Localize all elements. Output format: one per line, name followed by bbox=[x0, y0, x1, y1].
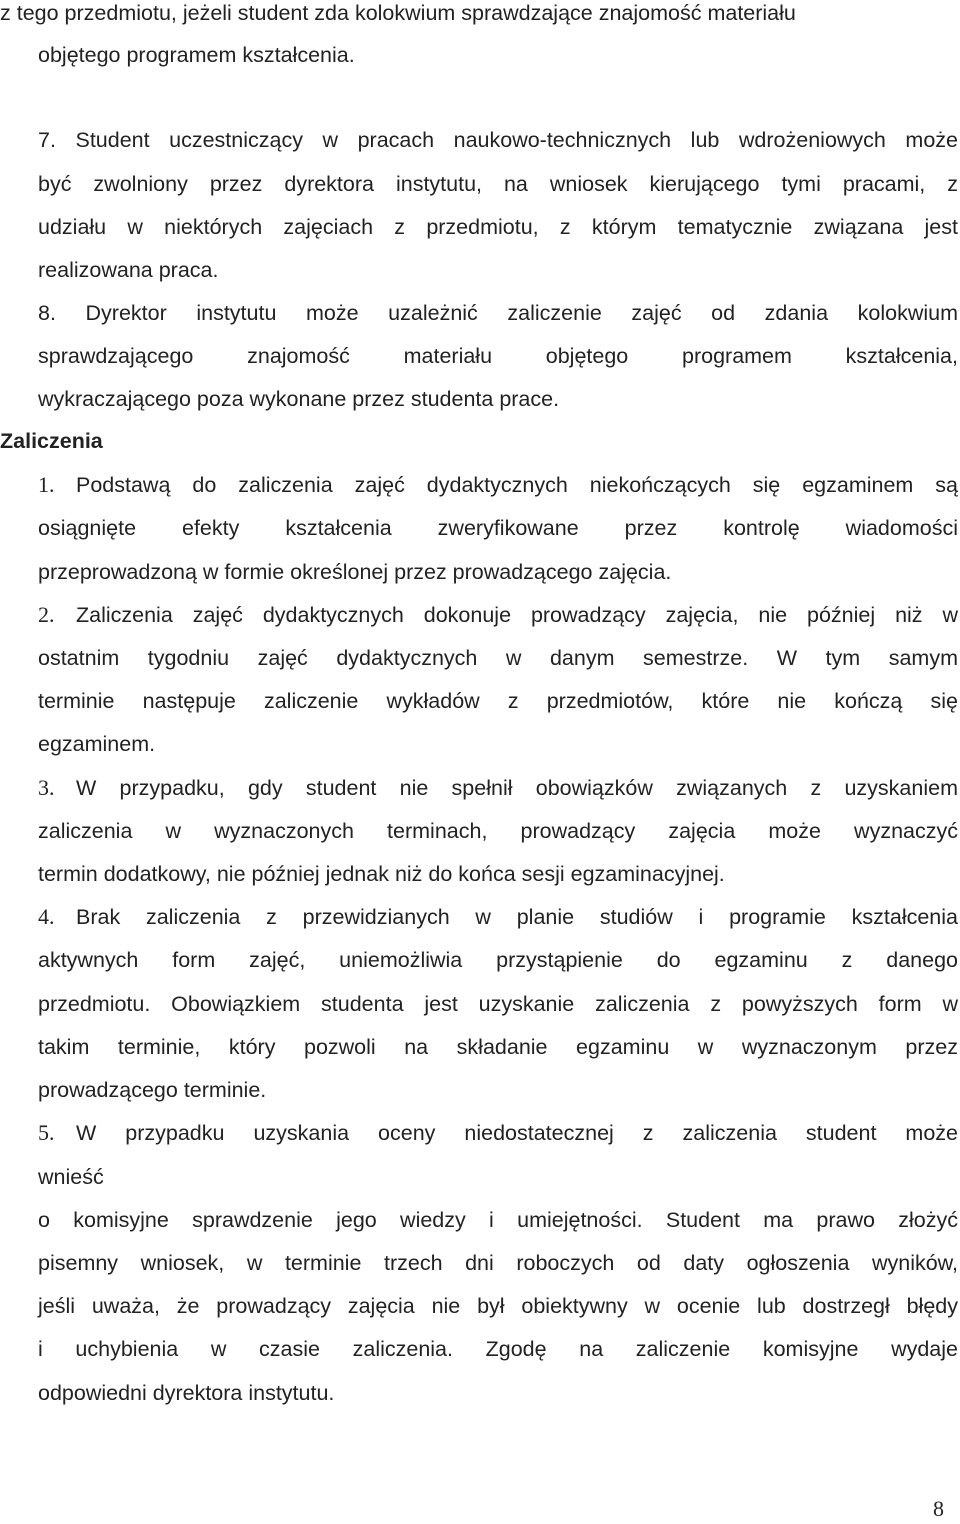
list-number: 5. bbox=[38, 1120, 55, 1145]
list-number: 3. bbox=[38, 775, 55, 800]
list-number: 2. bbox=[38, 602, 55, 627]
text-line: W przypadku uzyskania oceny niedostatecznej z zaliczenia student może bbox=[76, 1121, 958, 1145]
text-line: takim terminie, który pozwoli na składanie egzaminu w wyznaczonym przez bbox=[38, 1035, 958, 1059]
text-line: Zaliczenia zajęć dydaktycznych dokonuje prowadzący zajęcia, nie później niż w bbox=[76, 603, 958, 627]
text-line: udziału w niektórych zajęciach z przedmiotu, z którym tematycznie związana jest bbox=[38, 215, 958, 239]
text-line: wnieść bbox=[38, 1165, 104, 1189]
text-line: zaliczenia w wyznaczonych terminach, prowadzący zajęcia może wyznaczyć bbox=[38, 819, 958, 843]
text-line: odpowiedni dyrektora instytutu. bbox=[38, 1381, 335, 1405]
text-line: wykraczającego poza wykonane przez studenta prace. bbox=[38, 387, 560, 411]
text-line: jeśli uważa, że prowadzący zajęcia nie był obiektywny w ocenie lub dostrzegł błędy bbox=[38, 1294, 958, 1318]
text-line: objętego programem kształcenia. bbox=[38, 43, 355, 67]
text-line: ostatnim tygodniu zajęć dydaktycznych w danym semestrze. W tym samym bbox=[38, 646, 958, 670]
text-line: Brak zaliczenia z przewidzianych w planie studiów i programie kształcenia bbox=[76, 905, 958, 929]
text-line: przedmiotu. Obowiązkiem studenta jest uzyskanie zaliczenia z powyższych form w bbox=[38, 992, 958, 1016]
text-line: sprawdzającego znajomość materiału objętego programem kształcenia, bbox=[38, 344, 958, 368]
text-line: i uchybienia w czasie zaliczenia. Zgodę na zaliczenie komisyjne wydaje bbox=[38, 1337, 958, 1361]
text-line: W przypadku, gdy student nie spełnił obowiązków związanych z uzyskaniem bbox=[76, 776, 958, 800]
text-line: 8. Dyrektor instytutu może uzależnić zaliczenie zajęć od zdania kolokwium bbox=[38, 301, 958, 325]
text-line: być zwolniony przez dyrektora instytutu, na wniosek kierującego tymi pracami, z bbox=[38, 172, 958, 196]
list-number: 4. bbox=[38, 904, 55, 929]
text-line: terminie następuje zaliczenie wykładów z przedmiotów, które nie kończą się bbox=[38, 689, 958, 713]
list-number: 1. bbox=[38, 472, 55, 497]
text-line: prowadzącego terminie. bbox=[38, 1078, 267, 1102]
text-line: egzaminem. bbox=[38, 732, 156, 756]
text-line: osiągnięte efekty kształcenia zweryfikowane przez kontrolę wiadomości bbox=[38, 516, 958, 540]
text-line: termin dodatkowy, nie później jednak niż do końca sesji egzaminacyjnej. bbox=[38, 862, 725, 886]
page-number: 8 bbox=[933, 1496, 944, 1521]
text-line: aktywnych form zajęć, uniemożliwia przystąpienie do egzaminu z danego bbox=[38, 948, 958, 972]
text-line: o komisyjne sprawdzenie jego wiedzy i umiejętności. Student ma prawo złożyć bbox=[38, 1208, 958, 1232]
text-line: 7. Student uczestniczący w pracach naukowo-technicznych lub wdrożeniowych może bbox=[38, 128, 958, 152]
text-line: przeprowadzoną w formie określonej przez prowadzącego zajęcia. bbox=[38, 560, 672, 584]
text-line: realizowana praca. bbox=[38, 258, 219, 282]
text-line: Podstawą do zaliczenia zajęć dydaktycznych niekończących się egzaminem są bbox=[76, 473, 958, 497]
section-heading: Zaliczenia bbox=[0, 429, 103, 453]
text-line: z tego przedmiotu, jeżeli student zda kolokwium sprawdzające znajomość materiału bbox=[0, 1, 796, 25]
text-line: pisemny wniosek, w terminie trzech dni roboczych od daty ogłoszenia wyników, bbox=[38, 1251, 958, 1275]
